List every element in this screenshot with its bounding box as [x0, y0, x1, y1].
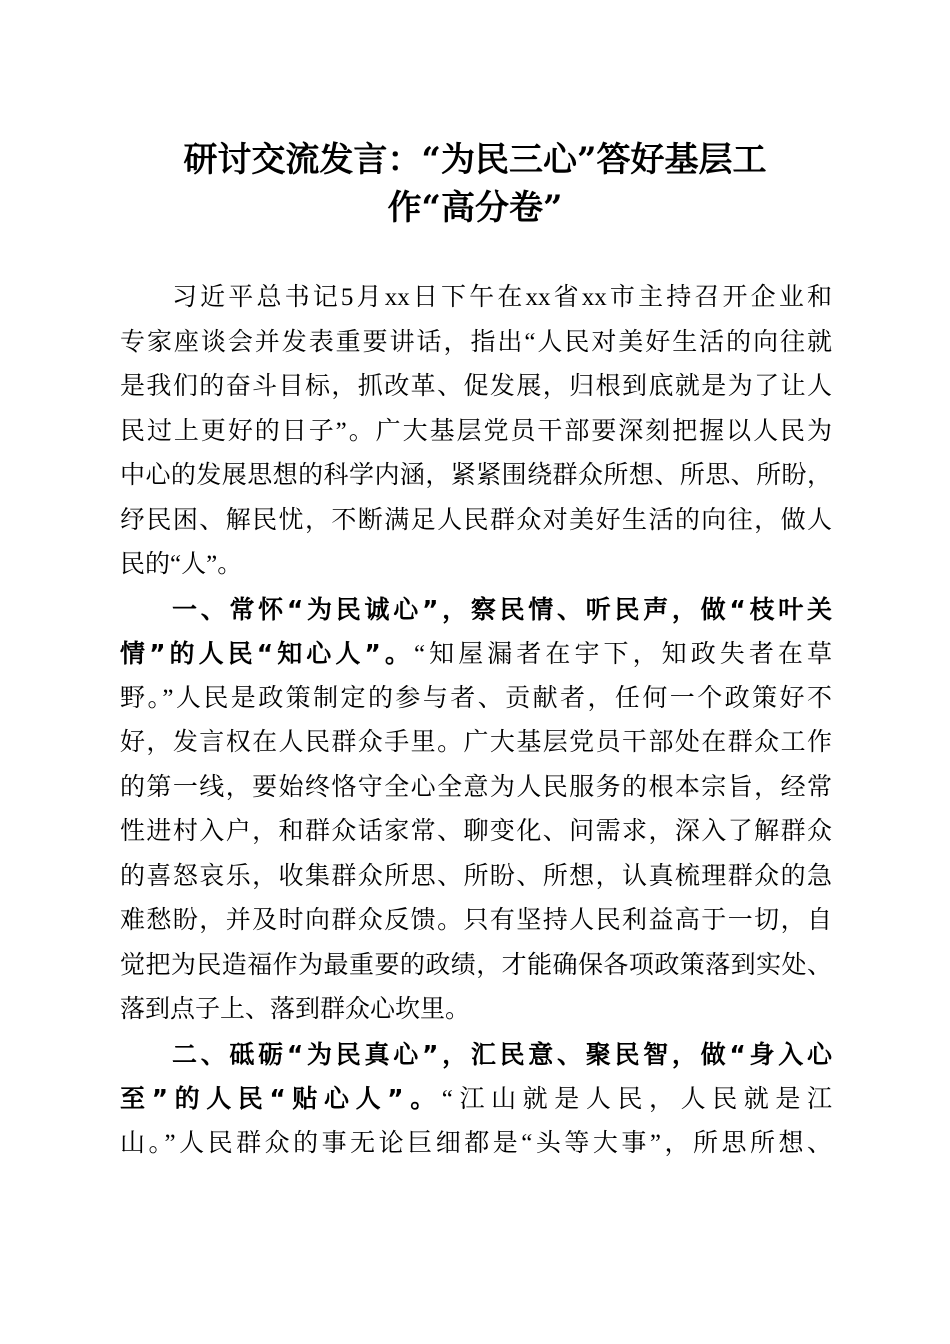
body-text: 性进村入户，和群众话家常、聊变化、问需求，深入了解群众 — [120, 818, 832, 845]
title-line-2: 作“高分卷” — [387, 188, 563, 228]
text-line — [120, 944, 832, 989]
text-line — [120, 410, 832, 455]
body-text: 的喜怒哀乐，收集群众所思、所盼、所想，认真梳理群众的急 — [120, 862, 832, 890]
heading-text: 二、砥砺“为民真心”，汇民意、聚民智，做“身入心 — [172, 1039, 832, 1069]
body-text: 好，发言权在人民群众手里。广大基层党员干部处在群众工作 — [120, 729, 832, 756]
body-text: 习近平总书记5月xx日下午在xx省xx市主持召开企业和 — [172, 284, 832, 311]
text-line — [120, 1077, 832, 1122]
body-text: 专家座谈会并发表重要讲话，指出“人民对美好生活的向往就 — [120, 328, 832, 356]
body-text: 民过上更好的日子”。广大基层党员干部要深刻把握以人民为 — [120, 417, 832, 445]
body-text: 是我们的奋斗目标，抓改革、促发展，归根到底就是为了让人 — [120, 373, 832, 400]
title-line-1: 研讨交流发言：“为民三心”答好基层工 — [183, 140, 767, 180]
text-line — [120, 855, 832, 900]
heading-text: 一、常怀“为民诚心”，察民情、听民声，做“枝叶关 — [172, 594, 832, 624]
paragraph — [120, 1033, 832, 1167]
text-line — [120, 899, 832, 944]
body-text: 民的“人”。 — [120, 551, 243, 578]
text-line — [120, 276, 832, 321]
body-text: 的第一线，要始终恪守全心全意为人民服务的根本宗旨，经常 — [120, 773, 832, 801]
text-line — [120, 677, 832, 722]
body-text: 觉把为民造福作为最重要的政绩，才能确保各项政策落到实处、 — [120, 951, 832, 979]
document-title — [100, 136, 850, 232]
text-line — [120, 721, 832, 766]
text-line — [120, 543, 832, 588]
body-text: 中心的发展思想的科学内涵，紧紧围绕群众所想、所思、所盼， — [120, 462, 832, 489]
body-text: 难愁盼，并及时向群众反馈。只有坚持人民利益高于一切，自 — [120, 907, 832, 934]
text-line — [120, 988, 832, 1033]
text-line — [120, 365, 832, 410]
text-line — [120, 499, 832, 544]
text-line — [120, 1033, 832, 1078]
body-text: 落到点子上、落到群众心坎里。 — [120, 996, 471, 1023]
text-line — [120, 588, 832, 633]
text-line — [120, 632, 832, 677]
paragraph — [120, 276, 832, 588]
body-text: 山。”人民群众的事无论巨细都是“头等大事”，所思所想、 — [120, 1129, 832, 1157]
text-line — [120, 321, 832, 366]
document-body — [120, 276, 832, 1166]
heading-text: 情”的人民“知心人”。 — [120, 639, 414, 668]
text-line — [120, 454, 832, 499]
body-text: “江山就是人民，人民就是江 — [441, 1086, 832, 1113]
paragraph — [120, 588, 832, 1033]
text-line — [120, 1122, 832, 1167]
body-text: 纾民困、解民忧，不断满足人民群众对美好生活的向往，做人 — [120, 506, 832, 534]
text-line — [120, 810, 832, 855]
heading-text: 至”的人民“贴心人”。 — [120, 1084, 442, 1113]
body-text: “知屋漏者在宇下，知政失者在草 — [414, 641, 832, 668]
body-text: 野。”人民是政策制定的参与者、贡献者，任何一个政策好不 — [120, 684, 832, 712]
text-line — [120, 766, 832, 811]
